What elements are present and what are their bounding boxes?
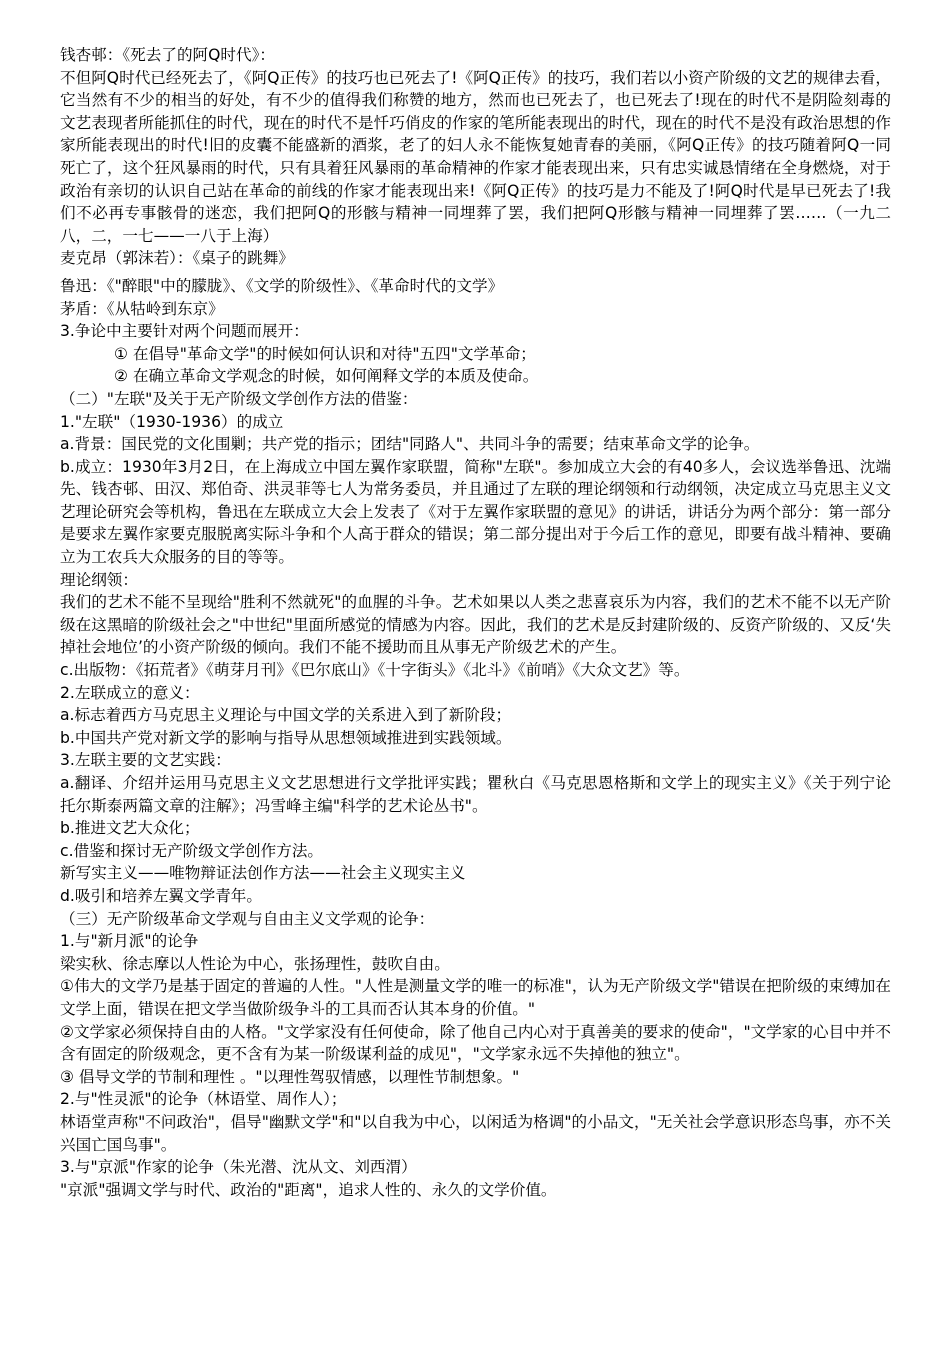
paragraph-xingling: 林语堂声称"不问政治"，倡导"幽默文学"和"以自我为中心，以闲适为格调"的小品文，"无关社会学意识形态鸟事，亦不关兴国亡国鸟事"。 bbox=[60, 1112, 891, 1154]
subsection-practice: 3.左联主要的文艺实践： bbox=[60, 751, 231, 770]
section-heading-left-league: （二）"左联"及关于无产阶级文学创作方法的借鉴： bbox=[60, 389, 418, 408]
subsection-xingling: 2.与"性灵派"的论争（林语堂、周作人）； bbox=[60, 1090, 347, 1109]
paragraph-jingpai: "京派"强调文学与时代、政治的"距离"，追求人性的、永久的文学价值。 bbox=[60, 1180, 557, 1199]
list-item-2: ② 在确立革命文学观念的时候，如何阐释文学的本质及使命。 bbox=[114, 367, 539, 386]
subsection-crescent: 1.与"新月派"的论争 bbox=[60, 932, 199, 951]
paragraph-founding: b.成立：1930年3月2日，在上海成立中国左翼作家联盟，简称"左联"。参加成立大会的有40多人，会议选举鲁迅、沈端先、钱杏邨、田汉、郑伯奇、洪灵菲等七人为常务委员，并且通过了左联的理论纲领和行动纲领，决定成立马克思主义文艺理论研究会等机构，鲁迅在左联成立大会上发表了《对于左翼作家联盟的意见》的讲话，讲话分为两个部分：第一部分是要求左翼作家要克服脱离实际斗争和个人高于群众的错误；第二部分提出对于今后工作的意见，即要有战斗精神、要确立为工农兵大众服务的目的等等。 bbox=[60, 457, 891, 567]
list-item-significance-a: a.标志着西方马克思主义理论与中国文学的关系进入到了新阶段； bbox=[60, 706, 512, 725]
section-3-heading: 3.争论中主要针对两个问题而展开： bbox=[60, 322, 309, 341]
list-item-practice-b: b.推进文艺大众化； bbox=[60, 819, 200, 838]
heading-qian-xingcun: 钱杏邨：《死去了的阿Q时代》： bbox=[60, 46, 275, 64]
subsection-significance: 2.左联成立的意义： bbox=[60, 683, 200, 702]
paragraph-crescent-2: ②文学家必须保持自由的人格。"文学家没有任何使命，除了他自己内心对于真善美的要求的使命"，"文学家的心目中并不含有固定的阶级观念，更不含有为某一阶级谋利益的成见"，"文学家永远不失掉他的独立"。 bbox=[60, 1022, 891, 1064]
section-heading-debate: （三）无产阶级革命文学观与自由主义文学观的论争： bbox=[60, 909, 435, 928]
paragraph-background: a.背景：国民党的文化围剿；共产党的指示；团结"同路人"、共同斗争的需要；结束革命文学的论争。 bbox=[60, 435, 760, 454]
method-chain: 新写实主义——唯物辩证法创作方法——社会主义现实主义 bbox=[60, 864, 466, 883]
paragraph-crescent-intro: 梁实秋、徐志摩以人性论为中心，张扬理性，鼓吹自由。 bbox=[60, 954, 450, 973]
paragraph-crescent-3: ③ 倡导文学的节制和理性 。"以理性驾驭情感，以理性节制想象。" bbox=[60, 1067, 520, 1086]
quote-paragraph-ah-q-era: 不但阿Q时代已经死去了，《阿Q正传》的技巧也已死去了!《阿Q正传》的技巧，我们若以小资产阶级的文艺的规律去看，它当然有不少的相当的好处，有不少的值得我们称赞的地方，然而也已死去了，也已死去了!现在的时代不是阴险刻毒的文艺表现者所能抓住的时代，现在的时代不是忏巧俏皮的作家的笔所能表现出的时代，现在的时代不是没有政治思想的作家所能表现出的时代!旧的皮囊不能盛新的酒浆，老了的妇人永不能恢复她青春的美丽，《阿Q正传》的技巧随着阿Q一同死亡了，这个狂风暴雨的时代，只有具着狂风暴雨的革命精神的作家才能表现出来，只有忠实诚恳情绪在全身燃烧，对于政治有亲切的认识自己站在革命的前线的作家才能表现出来!《阿Q正传》的技巧是力不能及了!阿Q时代是早已死去了!我们不必再专事骸骨的迷恋，我们把阿Q的形骸与精神一同埋葬了罢，我们把阿Q形骸与精神一同埋葬了罢……（一九二八，二，一七——一八于上海） bbox=[60, 68, 891, 245]
list-item-practice-d: d.吸引和培养左翼文学青年。 bbox=[60, 886, 262, 905]
list-item-practice-c: c.借鉴和探讨无产阶级文学创作方法。 bbox=[60, 841, 324, 860]
paragraph-crescent-1: ①伟大的文学乃是基于固定的普遍的人性。"人性是测量文学的唯一的标准"，认为无产阶级文学"错误在把阶级的束缚加在文学上面，错误在把文学当做阶级争斗的工具而否认其本身的价值。" bbox=[60, 977, 891, 1018]
list-item-practice-a: a.翻译、介绍并运用马克思主义文艺思想进行文学批评实践；瞿秋白《马克思恩格斯和文学上的现实主义》《关于列宁论托尔斯泰两篇文章的注解》；冯雪峰主编"科学的艺术论丛书"。 bbox=[60, 774, 891, 815]
subsection-founding: 1."左联"（1930-1936）的成立 bbox=[60, 412, 284, 431]
list-item-significance-b: b.中国共产党对新文学的影响与指导从思想领域推进到实践领域。 bbox=[60, 728, 512, 747]
paragraph-theory-program: 我们的艺术不能不呈现给"胜利不然就死"的血腥的斗争。艺术如果以人类之悲喜哀乐为内容，我们的艺术不能不以无产阶级在这黑暗的阶级社会之"中世纪"里面所感觉的情感为内容。因此，我们的艺术是反封建阶级的、反资产阶级的、又反‘失掉社会地位’的小资产阶级的倾向。我们不能不援助而且从事无产阶级艺术的产生。 bbox=[60, 593, 891, 657]
list-item-1: ① 在倡导"革命文学"的时候如何认识和对待"五四"文学革命； bbox=[114, 344, 536, 363]
heading-theory-program: 理论纲领： bbox=[60, 570, 138, 589]
subsection-jingpai: 3.与"京派"作家的论争（朱光潜、沈从文、刘西渭） bbox=[60, 1158, 417, 1177]
heading-maikeang: 麦克昂（郭沫若）：《桌子的跳舞》 bbox=[60, 249, 294, 268]
heading-luxun: 鲁迅：《"醉眼"中的朦胧》、《文学的阶级性》、《革命时代的文学》 bbox=[60, 276, 504, 295]
paragraph-publications: c.出版物：《拓荒者》《萌芽月刊》《巴尔底山》《十字街头》《北斗》《前哨》《大众文艺》等。 bbox=[60, 661, 690, 680]
heading-maodun: 茅盾：《从牯岭到东京》 bbox=[60, 299, 224, 318]
